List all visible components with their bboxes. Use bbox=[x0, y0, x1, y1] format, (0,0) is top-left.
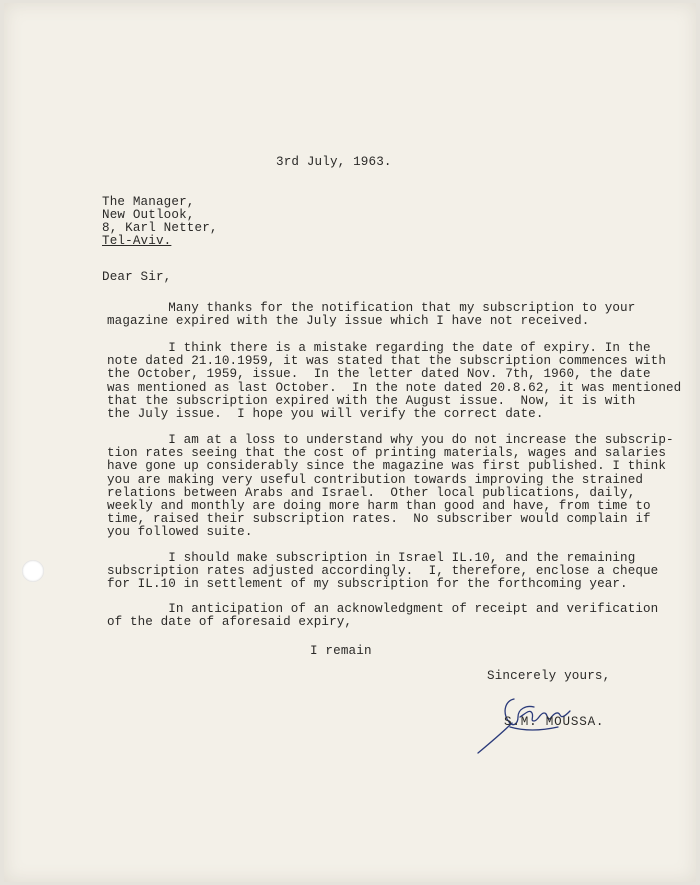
letter-date: 3rd July, 1963. bbox=[276, 155, 392, 169]
paragraph-line: tion rates seeing that the cost of printing materials, wages and salaries bbox=[107, 446, 666, 461]
paragraph-5 bbox=[107, 603, 658, 629]
paragraph-line: I think there is a mistake regarding the date of expiry. In the bbox=[107, 341, 651, 355]
paragraph-line: for IL.10 in settlement of my subscription for the forthcoming year. bbox=[107, 577, 628, 592]
paragraph-line: magazine expired with the July issue which I have not received. bbox=[107, 314, 590, 329]
paragraph-line: I am at a loss to understand why you do not increase the subscrip- bbox=[107, 433, 674, 447]
paragraph-3 bbox=[107, 434, 674, 540]
i-remain: I remain bbox=[310, 644, 372, 658]
paragraph-line: time, raised their subscription rates. No subscriber would complain if bbox=[107, 512, 651, 527]
paragraph-line: of the date of aforesaid expiry, bbox=[107, 615, 353, 630]
paragraph-line: you followed suite. bbox=[107, 525, 253, 540]
paragraph-line: have gone up considerably since the magazine was first published. I think bbox=[107, 459, 666, 474]
paragraph-line: weekly and monthly are doing more harm than good and have, from time to bbox=[107, 499, 651, 514]
paragraph-line: was mentioned as last October. In the note dated 20.8.62, it was mentioned bbox=[107, 380, 682, 395]
paragraph-line: I should make subscription in Israel IL.10, and the remaining bbox=[107, 551, 636, 565]
recipient-line-4: Tel-Aviv. bbox=[102, 234, 172, 248]
paragraph-line: the October, 1959, issue. In the letter dated Nov. 7th, 1960, the date bbox=[107, 367, 651, 382]
paragraph-line: that the subscription expired with the August issue. Now, it is with bbox=[107, 393, 636, 408]
letter-sheet bbox=[4, 3, 696, 882]
paragraph-line: relations between Arabs and Israel. Other local publications, daily, bbox=[107, 485, 636, 500]
salutation: Dear Sir, bbox=[102, 270, 172, 284]
recipient-line-2: New Outlook, bbox=[102, 208, 195, 222]
paragraph-line: subscription rates adjusted accordingly. I, therefore, enclose a cheque bbox=[107, 564, 659, 579]
paragraph-line: note dated 21.10.1959, it was stated that the subscription commences with bbox=[107, 354, 666, 369]
paragraph-1 bbox=[107, 302, 635, 328]
closing: Sincerely yours, bbox=[487, 669, 611, 683]
paragraph-4 bbox=[107, 552, 658, 592]
recipient-line-3: 8, Karl Netter, bbox=[102, 221, 218, 235]
paragraph-2 bbox=[107, 342, 681, 421]
paragraph-line: the July issue. I hope you will verify the correct date. bbox=[107, 407, 544, 422]
recipient-line-1: The Manager, bbox=[102, 195, 195, 209]
punch-hole bbox=[22, 560, 44, 582]
paragraph-line: you are making very useful contribution towards improving the strained bbox=[107, 472, 644, 487]
paragraph-line: Many thanks for the notification that my subscription to your bbox=[107, 301, 636, 315]
paragraph-line: In anticipation of an acknowledgment of receipt and verification bbox=[107, 602, 659, 616]
signature-name: S.M. MOUSSA. bbox=[504, 715, 605, 729]
